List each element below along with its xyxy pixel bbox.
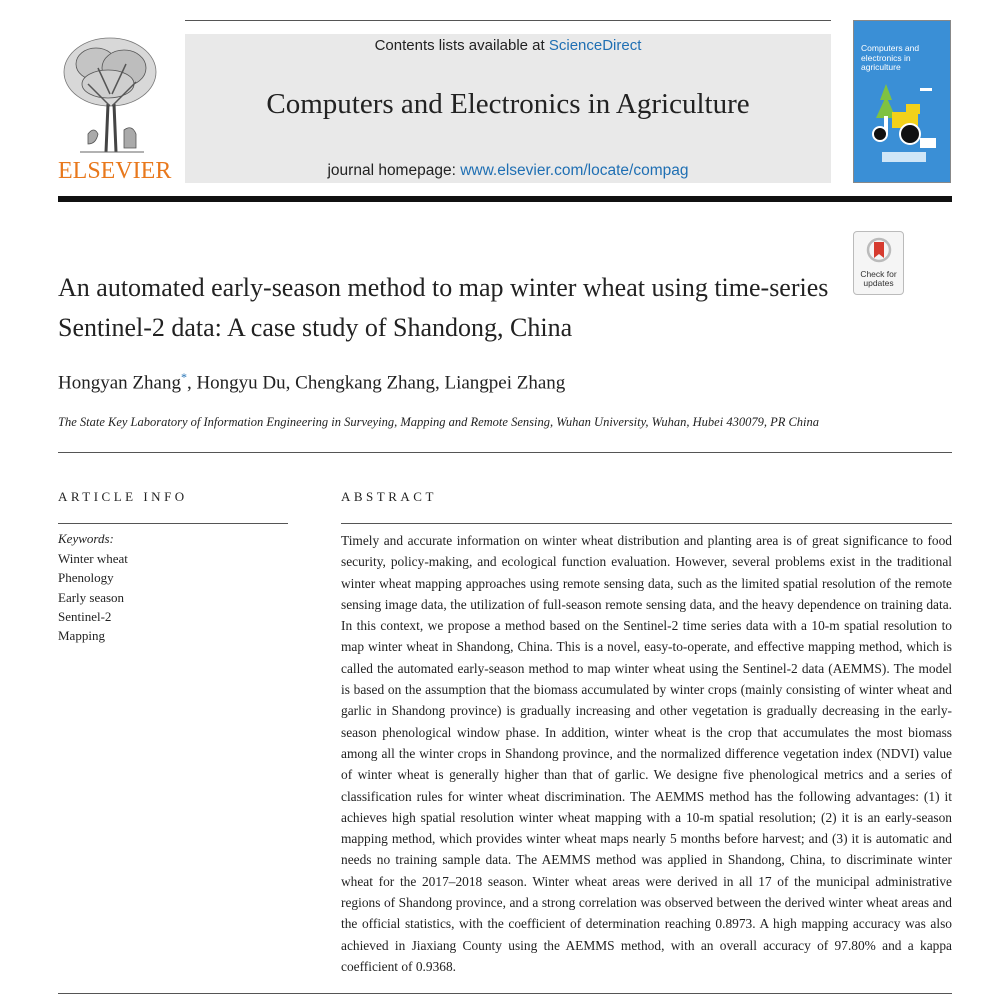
keywords-label: Keywords: <box>58 531 114 546</box>
author-affiliation: The State Key Laboratory of Information Engineering in Surveying, Mapping and Remote Sensing, Wuhan University, Wuhan, Hubei 430079, PR China <box>58 415 820 429</box>
journal-homepage-link[interactable]: www.elsevier.com/locate/compag <box>460 162 689 179</box>
keyword-item: Sentinel-2 <box>58 608 112 624</box>
elsevier-wordmark: ELSEVIER <box>58 158 172 184</box>
abstract-heading: ABSTRACT <box>341 489 437 504</box>
section-divider <box>58 452 952 453</box>
homepage-prefix: journal homepage: <box>327 162 461 179</box>
keywords-list <box>58 549 128 645</box>
keyword-item: Phenology <box>58 570 114 586</box>
contents-prefix: Contents lists available at <box>374 37 549 54</box>
sciencedirect-link[interactable]: ScienceDirect <box>548 37 642 54</box>
article-info-rule <box>58 523 288 524</box>
author-name[interactable]: Chengkang Zhang <box>295 372 435 394</box>
corresponding-author-mark[interactable]: * <box>180 370 187 384</box>
check-for-updates-icon <box>866 236 892 268</box>
contents-line <box>185 37 831 54</box>
check-for-updates-label: Check for updates <box>860 269 897 288</box>
keyword-item: Winter wheat <box>58 551 128 566</box>
journal-cover-title: Computers and electronics in agriculture <box>861 43 920 72</box>
journal-title: Computers and Electronics in Agriculture <box>266 88 750 120</box>
author-list: Hongyan Zhang*, Hongyu Du, Chengkang Zhang, Liangpei Zhang <box>58 370 566 394</box>
author-name[interactable]: Liangpei Zhang <box>444 372 566 394</box>
article-info-heading: ARTICLE INFO <box>58 489 188 504</box>
article-title: An automated early-season method to map winter wheat using time-series Sentinel-2 data: A case study of Shandong, China <box>58 273 829 342</box>
author-name[interactable]: Hongyu Du <box>196 372 286 394</box>
author-name[interactable]: Hongyan Zhang <box>58 372 181 394</box>
keyword-item: Early season <box>58 589 125 605</box>
header-top-rule <box>185 20 831 21</box>
header-thick-rule <box>58 196 952 202</box>
bottom-rule <box>58 993 952 994</box>
abstract-text: Timely and accurate information on winter wheat distribution and planting area is of great significance to food security, policy-making, and ecological function evaluation. However, several problems exist in the traditional winter wheat mapping approaches using remote sensing data, such as the limited spatial resolution of the remote sensing image data, the utilization of full-season remote sensing data, and the heavy dependence on training data. In this context, we propose a method based on the Sentinel-2 time series data with a 10-m spatial resolution to map winter wheat in Shandong, China. This is a novel, easy-to-operate, and effective mapping method, which is called the automated early-season method to map winter wheat using the Sentinel-2 data (AEMMS). The model is based on the assumption that the biomass accumulated by winter crops (mainly consisting of winter wheat and garlic in Shandong province) is gradually increasing and other vegetation is gradually decreasing in the early-season phenological window phase. In addition, winter wheat is the crop that accumulates the most biomass among all the winter crops in Shandong province, and the normalized difference vegetation index (NDVI) value of winter wheat is generally higher than that of garlic. We designe five phenological metrics and a series of classification rules for winter wheat discrimination. The AEMMS method has the following advantages: (1) it achieves high spatial resolution winter wheat mapping with a 10-m spatial resolution; (2) it is an early-season mapping method, which provides winter wheat maps nearly 5 months before harvest; and (3) it is automatic and needs no training sample data. The AEMMS method was applied in Shandong, China, to discriminate winter wheat for the 2017–2018 season. Winter wheat areas were derived in all 17 of the municipal administrative regions of Shandong province, and a strong correlation was observed between the derived winter wheat areas and the official statistics, with the coefficient of determination reaching 0.8973. A high mapping accuracy was also achieved in Jiaxiang County using the AEMMS method, with an overall accuracy of 97.80% and a kappa coefficient of 0.9368. <box>341 533 952 974</box>
homepage-line <box>185 162 831 180</box>
cover-tractor-illustration <box>862 78 944 178</box>
abstract-rule <box>341 523 952 524</box>
keyword-item: Mapping <box>58 628 105 644</box>
